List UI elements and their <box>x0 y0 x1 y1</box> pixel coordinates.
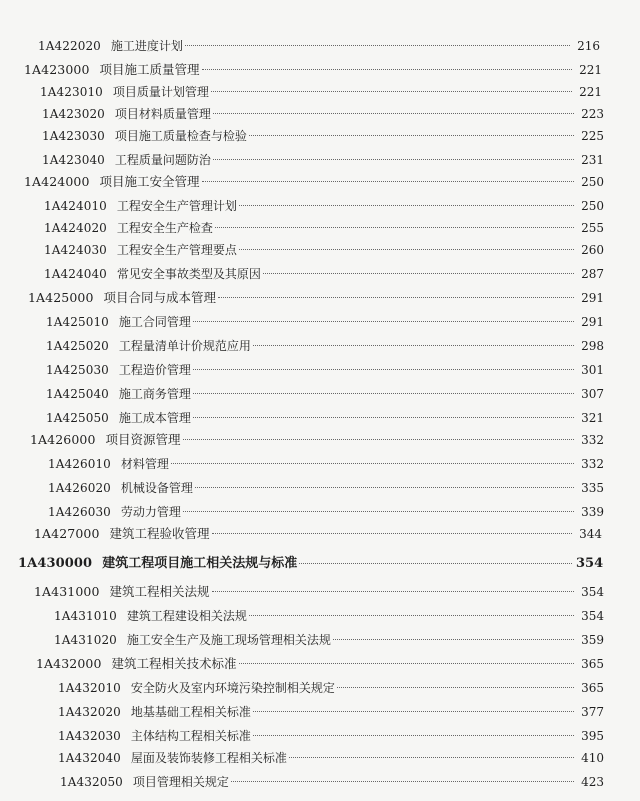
toc-code: 1A423010 <box>40 85 103 99</box>
dot-leader <box>183 511 574 512</box>
toc-title: 劳动力管理 <box>120 505 181 519</box>
toc-page-number: 287 <box>581 267 604 281</box>
toc-page-number: 410 <box>581 751 604 765</box>
toc-code: 1A424010 <box>44 199 107 213</box>
toc-subsection-row[interactable] <box>44 190 604 212</box>
toc-page-number: 231 <box>581 153 604 167</box>
toc-subsection-row[interactable] <box>48 496 604 518</box>
toc-title: 工程安全生产管理要点 <box>116 243 237 257</box>
toc-code: 1A425040 <box>46 387 109 401</box>
toc-subsection-row[interactable] <box>58 720 604 742</box>
toc-subsection-row[interactable] <box>60 766 604 788</box>
dot-leader <box>215 227 574 228</box>
toc-page-number: 395 <box>581 729 604 743</box>
toc-page-number: 255 <box>581 221 604 235</box>
toc-code: 1A424000 <box>24 173 90 189</box>
toc-subsection-row[interactable] <box>42 120 604 142</box>
dot-leader <box>249 615 574 616</box>
toc-code: 1A432020 <box>58 705 121 719</box>
toc-subsection-row[interactable] <box>58 672 604 694</box>
dot-leader <box>253 345 574 346</box>
toc-subsection-row[interactable] <box>46 378 604 400</box>
toc-page-number: 298 <box>581 339 604 353</box>
toc-code: 1A432040 <box>58 751 121 765</box>
toc-subsection-row[interactable] <box>48 472 604 494</box>
toc-page-number: 291 <box>581 291 604 305</box>
toc-title: 工程安全生产管理计划 <box>116 199 237 213</box>
dot-leader <box>212 533 572 534</box>
toc-title: 工程造价管理 <box>118 363 191 377</box>
toc-page-number: 291 <box>581 315 604 329</box>
toc-page-number: 221 <box>579 85 602 99</box>
dot-leader <box>213 159 574 160</box>
toc-code: 1A424040 <box>44 267 107 281</box>
toc-code: 1A423020 <box>42 107 105 121</box>
toc-code: 1A432000 <box>36 655 102 671</box>
toc-section-row[interactable] <box>30 424 604 446</box>
toc-code: 1A431010 <box>54 609 117 623</box>
toc-page-number: 321 <box>581 411 604 425</box>
toc-code: 1A424030 <box>44 243 107 257</box>
toc-title: 项目合同与成本管理 <box>103 289 217 305</box>
toc-title: 项目施工质量管理 <box>99 61 200 77</box>
toc-title: 施工进度计划 <box>110 39 183 53</box>
dot-leader <box>183 439 574 440</box>
toc-page-number: 250 <box>581 199 604 213</box>
toc-code: 1A432030 <box>58 729 121 743</box>
dot-leader <box>195 487 574 488</box>
toc-page-number: 377 <box>581 705 604 719</box>
toc-page-number: 332 <box>581 433 604 447</box>
toc-code: 1A423040 <box>42 153 105 167</box>
toc-section-row[interactable] <box>36 648 604 670</box>
toc-page-number: 365 <box>581 681 604 695</box>
toc-code: 1A425000 <box>28 289 94 305</box>
toc-title: 材料管理 <box>120 457 169 471</box>
toc-title: 项目管理相关规定 <box>132 775 229 789</box>
dot-leader <box>333 639 574 640</box>
toc-title: 建筑工程相关技术标准 <box>111 655 237 671</box>
toc-title: 项目资源管理 <box>105 431 181 447</box>
toc-subsection-row[interactable] <box>42 144 604 166</box>
toc-code: 1A432010 <box>58 681 121 695</box>
toc-section-row[interactable] <box>24 166 604 188</box>
toc-page-number: 354 <box>576 556 604 571</box>
dot-leader <box>263 273 574 274</box>
toc-subsection-row[interactable] <box>54 624 604 646</box>
toc-subsection-row[interactable] <box>54 600 604 622</box>
toc-subsection-row[interactable] <box>44 258 604 280</box>
toc-subsection-row[interactable] <box>44 234 604 256</box>
toc-title: 施工安全生产及施工现场管理相关法规 <box>126 633 331 647</box>
toc-code: 1A423030 <box>42 129 105 143</box>
toc-title: 建筑工程相关法规 <box>109 583 210 599</box>
dot-leader <box>253 735 574 736</box>
toc-page-number: 354 <box>581 585 604 599</box>
toc-title: 建筑工程验收管理 <box>109 525 210 541</box>
toc-page-number: 365 <box>581 657 604 671</box>
toc-title: 常见安全事故类型及其原因 <box>116 267 261 281</box>
toc-subsection-row[interactable] <box>40 76 602 98</box>
toc-page-number: 359 <box>581 633 604 647</box>
toc-title: 施工成本管理 <box>118 411 191 425</box>
toc-title: 施工商务管理 <box>118 387 191 401</box>
dot-leader <box>299 563 572 564</box>
toc-subsection-row[interactable] <box>42 98 604 120</box>
toc-title: 地基基础工程相关标准 <box>130 705 251 719</box>
dot-leader <box>202 69 572 70</box>
toc-code: 1A425030 <box>46 363 109 377</box>
toc-section-row[interactable] <box>34 518 602 540</box>
toc-subsection-row[interactable] <box>46 330 604 352</box>
toc-page-number: 307 <box>581 387 604 401</box>
toc-subsection-row[interactable] <box>46 354 604 376</box>
dot-leader <box>218 297 574 298</box>
toc-title: 工程安全生产检查 <box>116 221 213 235</box>
dot-leader <box>185 45 570 46</box>
toc-page-number: 225 <box>581 129 604 143</box>
toc-subsection-row[interactable] <box>46 306 604 328</box>
toc-page-number: 223 <box>581 107 604 121</box>
toc-page-number: 216 <box>577 39 600 53</box>
dot-leader <box>193 369 574 370</box>
toc-code: 1A424020 <box>44 221 107 235</box>
dot-leader <box>239 205 574 206</box>
toc-page-number: 335 <box>581 481 604 495</box>
toc-page-number: 354 <box>581 609 604 623</box>
toc-title: 工程质量问题防治 <box>114 153 211 167</box>
dot-leader <box>213 113 574 114</box>
toc-code: 1A426000 <box>30 431 96 447</box>
toc-page-number: 301 <box>581 363 604 377</box>
toc-page-number: 260 <box>581 243 604 257</box>
toc-title: 项目材料质量管理 <box>114 107 211 121</box>
dot-leader <box>193 417 574 418</box>
toc-code: 1A430000 <box>18 556 93 571</box>
toc-code: 1A432050 <box>60 775 123 789</box>
toc-title: 工程量清单计价规范应用 <box>118 339 251 353</box>
dot-leader <box>171 463 574 464</box>
dot-leader <box>202 181 574 182</box>
toc-chapter-row[interactable] <box>18 548 602 570</box>
toc-subsection-row[interactable] <box>58 696 604 718</box>
toc-subsection-row[interactable] <box>58 742 604 764</box>
toc-title: 施工合同管理 <box>118 315 191 329</box>
dot-leader <box>231 781 574 782</box>
dot-leader <box>193 393 574 394</box>
dot-leader <box>239 663 574 664</box>
toc-subsection-row[interactable] <box>48 448 604 470</box>
toc-code: 1A423000 <box>24 61 90 77</box>
toc-title: 机械设备管理 <box>120 481 193 495</box>
dot-leader <box>193 321 574 322</box>
toc-code: 1A426020 <box>48 481 111 495</box>
toc-title: 屋面及装饰装修工程相关标准 <box>130 751 287 765</box>
toc-page-number: 250 <box>581 175 604 189</box>
toc-code: 1A425010 <box>46 315 109 329</box>
toc-code: 1A427000 <box>34 525 100 541</box>
toc-title: 项目施工质量检查与检验 <box>114 129 247 143</box>
toc-code: 1A426030 <box>48 505 111 519</box>
toc-page-number: 423 <box>581 775 604 789</box>
toc-page-number: 339 <box>581 505 604 519</box>
toc-title: 建筑工程建设相关法规 <box>126 609 247 623</box>
toc-page-number: 221 <box>579 63 602 77</box>
dot-leader <box>253 711 574 712</box>
toc-title: 项目施工安全管理 <box>99 173 200 189</box>
dot-leader <box>249 135 574 136</box>
toc-code: 1A431000 <box>34 583 100 599</box>
toc-page-number: 332 <box>581 457 604 471</box>
toc-section-row[interactable] <box>34 576 604 598</box>
toc-section-row[interactable] <box>24 54 602 76</box>
toc-title: 安全防火及室内环境污染控制相关规定 <box>130 681 335 695</box>
toc-subsection-row[interactable] <box>44 212 604 234</box>
toc-title: 项目质量计划管理 <box>112 85 209 99</box>
toc-code: 1A422020 <box>38 39 101 53</box>
dot-leader <box>211 91 572 92</box>
toc-subsection-row[interactable] <box>38 30 600 52</box>
toc-code: 1A426010 <box>48 457 111 471</box>
toc-code: 1A431020 <box>54 633 117 647</box>
dot-leader <box>289 757 574 758</box>
toc-subsection-row[interactable] <box>46 402 604 424</box>
toc-page-number: 344 <box>579 527 602 541</box>
dot-leader <box>212 591 574 592</box>
dot-leader <box>239 249 574 250</box>
toc-title: 建筑工程项目施工相关法规与标准 <box>102 556 298 571</box>
toc-title: 主体结构工程相关标准 <box>130 729 251 743</box>
dot-leader <box>337 687 574 688</box>
toc-code: 1A425020 <box>46 339 109 353</box>
toc-code: 1A425050 <box>46 411 109 425</box>
toc-section-row[interactable] <box>28 282 604 304</box>
